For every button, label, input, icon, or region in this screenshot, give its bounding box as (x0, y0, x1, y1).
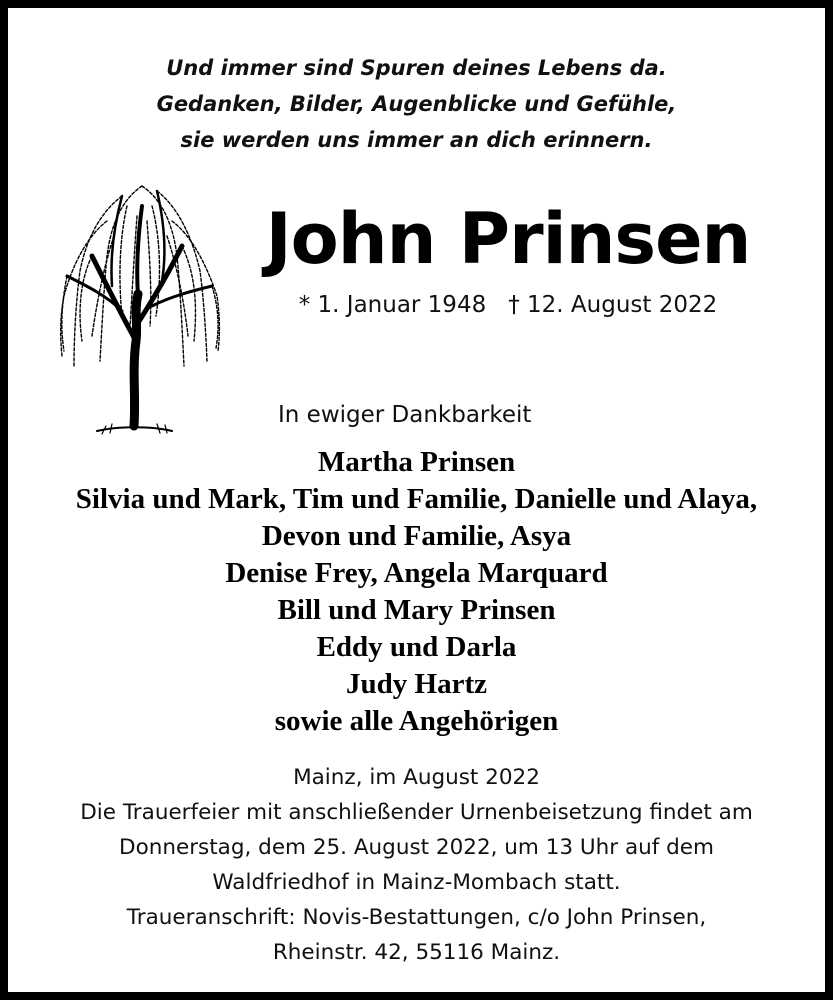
address-line: Rheinstr. 42, 55116 Mainz. (272, 940, 561, 965)
deceased-name: John Prinsen (265, 198, 751, 280)
place-date-line: Mainz, im August 2022 (293, 765, 540, 790)
poem-line: Und immer sind Spuren deines Lebens da. (166, 56, 667, 80)
mourners-intro: In ewiger Dankbarkeit (278, 402, 532, 428)
funeral-details (8, 760, 825, 970)
details-line: Die Trauerfeier mit anschließender Urnenbeisetzung findet am (80, 800, 753, 825)
poem (8, 50, 825, 158)
details-line: Donnerstag, dem 25. August 2022, um 13 Uhr auf dem (119, 835, 714, 860)
life-dates (248, 290, 768, 320)
mourner-line: Devon und Familie, Asya (261, 520, 572, 552)
poem-line: sie werden uns immer an dich erinnern. (180, 128, 653, 152)
mourner-line: Martha Prinsen (317, 446, 516, 478)
mourner-line: Bill und Mary Prinsen (277, 594, 556, 626)
mourner-line: Eddy und Darla (316, 631, 517, 663)
mourner-line: Judy Hartz (346, 668, 487, 700)
weeping-willow-icon (52, 176, 227, 441)
details-line: Waldfriedhof in Mainz-Mombach statt. (212, 870, 621, 895)
birth-date: * 1. Januar 1948 (298, 292, 487, 318)
poem-line: Gedanken, Bilder, Augenblicke und Gefühle, (156, 92, 677, 116)
mourner-line: Silvia und Mark, Tim und Familie, Danielle und Alaya, (75, 483, 758, 515)
mourner-line: sowie alle Angehörigen (274, 705, 559, 737)
mourner-line: Denise Frey, Angela Marquard (225, 557, 608, 589)
mourners-list (8, 444, 825, 740)
death-date: † 12. August 2022 (508, 292, 718, 318)
address-line: Traueranschrift: Novis-Bestattungen, c/o John Prinsen, (126, 905, 707, 930)
